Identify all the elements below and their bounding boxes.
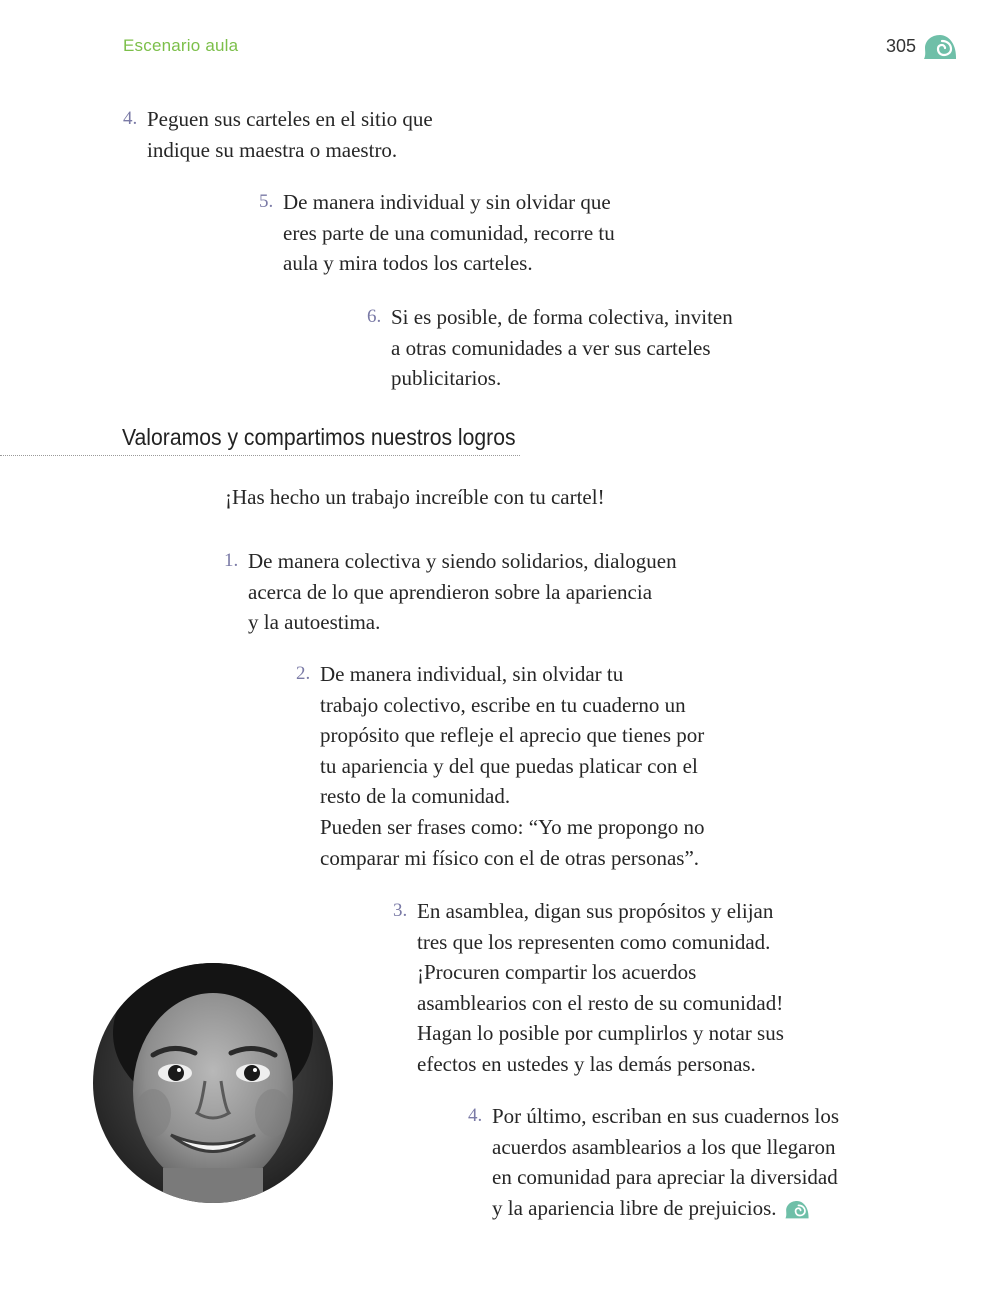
step-5-top: [259, 187, 615, 279]
step-line: asamblearios con el resto de su comunidad!: [417, 990, 784, 1015]
step-line: aula y mira todos los carteles.: [283, 251, 533, 276]
step-number: 5.: [259, 191, 274, 212]
step-line: tres que los representen como comunidad.: [417, 929, 771, 954]
step-line: comparar mi físico con el de otras personas”.: [320, 845, 700, 870]
step-line: en comunidad para apreciar la diversidad: [492, 1165, 838, 1190]
step-line: trabajo colectivo, escribe en tu cuaderno un: [320, 692, 686, 717]
step-line: y la apariencia libre de prejuicios.: [492, 1195, 777, 1220]
portrait-photo: [93, 963, 333, 1203]
step-line: efectos en ustedes y las demás personas.: [417, 1051, 756, 1076]
intro-text: ¡Has hecho un trabajo increíble con tu cartel!: [225, 485, 605, 509]
section-title: Escenario aula: [123, 36, 239, 55]
step-line: Peguen sus carteles en el sitio que: [147, 107, 433, 131]
step-line: y la autoestima.: [248, 610, 381, 635]
step-line: Por último, escriban en sus cuadernos los: [492, 1104, 840, 1128]
section-divider: [0, 455, 520, 456]
step-line: Si es posible, de forma colectiva, inviten: [391, 305, 733, 329]
step-line: Pueden ser frases como: “Yo me propongo no: [320, 814, 705, 839]
step-line: propósito que refleje el aprecio que tienes por: [320, 723, 705, 748]
step-number: 2.: [296, 663, 311, 684]
step-2: [296, 659, 705, 873]
page-number: 305: [886, 36, 917, 56]
step-line: ¡Procuren compartir los acuerdos: [417, 960, 697, 985]
step-3: [393, 896, 784, 1080]
step-line: De manera individual y sin olvidar que: [283, 190, 611, 214]
step-line: En asamblea, digan sus propósitos y elijan: [417, 899, 774, 923]
section-heading: Valoramos y compartimos nuestros logros: [122, 424, 516, 450]
step-line: eres parte de una comunidad, recorre tu: [283, 220, 615, 245]
step-line: resto de la comunidad.: [320, 784, 511, 809]
step-line: Hagan lo posible por cumplirlos y notar sus: [417, 1021, 784, 1046]
step-line: tu apariencia y del que puedas platicar con el: [320, 753, 698, 778]
step-6-top: [367, 302, 733, 394]
snail-icon: [922, 31, 958, 61]
step-number: 3.: [393, 900, 408, 921]
step-line: a otras comunidades a ver sus carteles: [391, 335, 711, 360]
step-line: acerca de lo que aprendieron sobre la apariencia: [248, 579, 653, 604]
step-number: 6.: [367, 306, 382, 327]
step-number: 1.: [224, 550, 239, 571]
step-line: De manera individual, sin olvidar tu: [320, 662, 624, 686]
step-line: De manera colectiva y siendo solidarios, dialoguen: [248, 549, 677, 573]
step-1: [224, 546, 677, 638]
step-4-top: [123, 104, 433, 165]
step-number: 4.: [468, 1105, 483, 1126]
snail-icon: [784, 1198, 810, 1220]
step-line: acuerdos asamblearios a los que llegaron: [492, 1134, 836, 1159]
step-line: indique su maestra o maestro.: [147, 137, 398, 162]
step-number: 4.: [123, 108, 138, 129]
step-line: publicitarios.: [391, 366, 502, 391]
